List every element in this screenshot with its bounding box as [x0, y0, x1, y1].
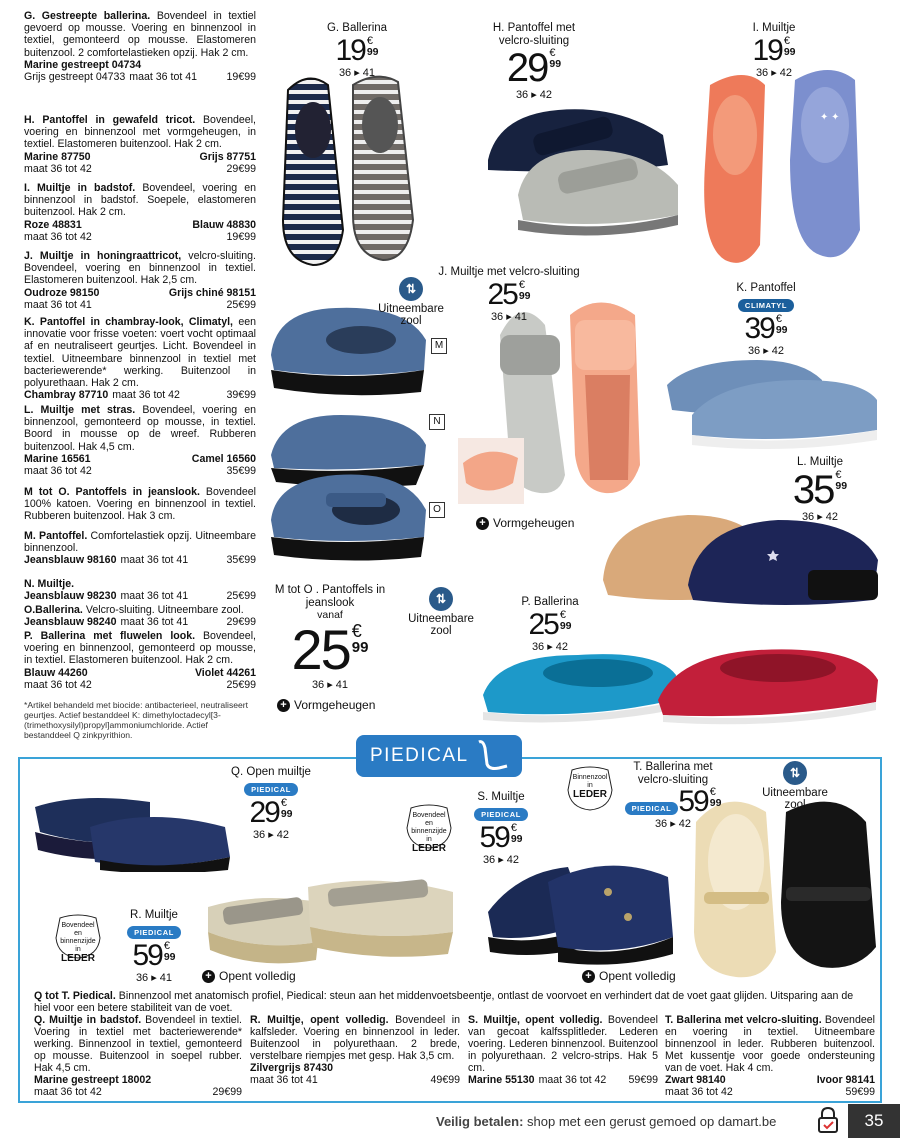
- description-title: R. Muiltje, opent volledig.: [250, 1014, 389, 1026]
- row-right: Violet 44261: [194, 666, 256, 679]
- product-badge: PIEDICAL: [474, 808, 528, 821]
- product-label: I. Muiltje: [752, 22, 796, 34]
- row-right: Blauw 48830: [192, 218, 256, 231]
- description-title: P. Ballerina met fluwelen look.: [24, 630, 196, 642]
- description-text: velcro-sluiting. Bovendeel, voering en binnenzool in textiel. Elastomeren buitenzool. Hak 2,5 cm.: [24, 250, 256, 287]
- piedical-logo-text: PIEDICAL: [370, 745, 469, 766]
- product-size-range: 36 ▸ 42: [654, 818, 692, 830]
- description-row: [24, 667, 256, 679]
- product-label: M tot O . Pantoffels in jeanslook: [274, 584, 386, 609]
- price-euros: 29: [506, 46, 548, 90]
- description-title: H. Pantoffel in gewafeld tricot.: [24, 114, 196, 126]
- row-right: 39€99: [226, 389, 256, 402]
- price-euros: 59: [479, 820, 509, 854]
- product-label: P. Ballerina: [521, 596, 579, 608]
- description-text: Bovendeel 100% katoen. Voering en binnenzool in textiel. Rubberen buitenzool. Hak 3 cm.: [24, 486, 256, 523]
- product-price: [792, 467, 848, 512]
- row-left: Grijs gestreept 04733: [24, 71, 126, 84]
- price-euros: 29: [249, 795, 279, 829]
- product-j-detail-image: [458, 438, 524, 504]
- swap-arrows-icon: ⇅: [399, 277, 423, 301]
- price-cents: 99: [510, 832, 523, 845]
- product-i-price-block: [724, 22, 824, 79]
- memory-foam-label: Vormgeheugen: [294, 698, 376, 712]
- product-k-image[interactable]: [662, 340, 882, 450]
- description-row: [24, 679, 256, 691]
- product-size-range: 36 ▸ 41: [338, 66, 376, 79]
- description-text: Bovendeel in textiel. Voering in textiel met bacteriewerende* werking. Binnenzool in textiel, gemonteerd op mousse. Buitenzool in soepel rubber. Hak 4,5 cm.: [34, 1014, 242, 1074]
- description-m: [24, 530, 256, 567]
- row-size: maat 36 tot 42: [538, 1074, 607, 1086]
- description-row: [24, 616, 256, 628]
- description-row: [24, 389, 256, 401]
- product-price: [528, 607, 572, 641]
- description-text: Bovendeel, voering en binnenzool met vormgeheugen, in textiel. Elastomeren buitenzool. Hak 2 cm.: [24, 114, 256, 151]
- euro-sign: €: [163, 939, 170, 952]
- description-row: [24, 453, 256, 465]
- description-row: [24, 151, 256, 163]
- row-left: maat 36 tot 42: [24, 465, 92, 478]
- product-size-range: 36 ▸ 42: [801, 510, 839, 523]
- row-left: maat 36 tot 41: [24, 298, 92, 311]
- row-right: 59€99: [845, 1086, 875, 1098]
- description-title: I. Muiltje in badstof.: [24, 182, 136, 194]
- memory-foam-label: Vormgeheugen: [493, 516, 575, 530]
- row-left: maat 36 tot 42: [24, 230, 92, 243]
- description-text: Bovendeel en voering in textiel. Uitneembare binnenzool in leder. Rubberen buitenzool. Met kussentje voor goede ondersteuning van de voet. Hak 4 cm.: [665, 1014, 875, 1074]
- price-euros: 25: [487, 277, 517, 311]
- leather-mark-t: Binnenzool in LEDER: [566, 766, 614, 812]
- opens-fully-label: Opent volledig: [219, 969, 296, 983]
- description-text: Bovendeel, voering en binnenzool, gemonteerd op mousse, in textiel. Elastomeren buitenzool. Hak 2 cm.: [24, 630, 256, 667]
- row-left: Marine 87750: [24, 150, 91, 163]
- footer-text: shop met een gerust gemoed op damart.be: [527, 1114, 777, 1129]
- letter-n-box: N: [429, 414, 445, 430]
- euro-sign: €: [510, 821, 517, 834]
- description-j: [24, 250, 256, 311]
- price-cents: 99: [559, 619, 572, 632]
- footer: [436, 1114, 776, 1129]
- description-text: Comfortelastiek opzij. Uitneembare binnenzool.: [24, 530, 256, 555]
- euro-sign: €: [351, 621, 362, 641]
- euro-sign: €: [709, 786, 716, 798]
- row-right: 25€99: [226, 678, 256, 691]
- description-row: [24, 219, 256, 231]
- product-h-image[interactable]: [478, 95, 678, 245]
- letter-o-box: O: [429, 502, 445, 518]
- description-i: [24, 182, 256, 243]
- description-g: [24, 10, 256, 83]
- description-row: [24, 163, 256, 175]
- price-euros: 35: [792, 467, 834, 512]
- product-label: K. Pantoffel: [736, 282, 796, 294]
- description-row: [24, 465, 256, 477]
- memory-foam-feature-1: [476, 516, 574, 530]
- product-price: [291, 618, 369, 681]
- euro-sign: €: [280, 796, 287, 809]
- opens-fully-label: Opent volledig: [599, 969, 676, 983]
- description-row: [665, 1086, 875, 1098]
- description-text: Bovendeel, voering en binnenzool, gemonteerd op mousse, in textiel. Boord in mousse op de wreef. Rubberen buitenzool. Hak 4,5 cm.: [24, 404, 256, 453]
- description-mo: [24, 486, 256, 523]
- piedical-intro: [34, 990, 864, 1014]
- leather-mark-s: Bovendeel en binnenzijde in LEDER: [405, 804, 453, 850]
- description-title: S. Muiltje, opent volledig.: [468, 1014, 603, 1026]
- description-row: [665, 1074, 875, 1086]
- euro-sign: €: [366, 34, 373, 47]
- row-left: Zilvergrijs 87430: [250, 1062, 334, 1074]
- description-row: [24, 71, 256, 83]
- description-o: [24, 604, 256, 628]
- product-price: [752, 33, 796, 67]
- footnote: *Artikel behandeld met biocide: antibacterieel, neutraliseert geurtjes. Actief bestanddeel K: dimethyloctadecyl[3-(trimethoxysilyl)propyl]ammoniumchloride. Actief bestanddeel Q zinkpyrithion.: [24, 700, 249, 740]
- description-text: een innovatie voor frisse voeten: voert vocht optimaal af en neutraliseert geurtjes. Licht. Bovendeel in textiel. Uitneembare binnenzool in textiel met bacteriewerende* werking. Buitenzool in polyurethaan. Hak 2 cm.: [24, 316, 256, 390]
- product-label: G. Ballerina: [326, 22, 388, 34]
- row-left: Jeansblauw 98240: [24, 616, 117, 629]
- row-right: 19€99: [226, 71, 256, 84]
- piedical-description-r: [250, 1014, 460, 1086]
- price-euros: 39: [744, 311, 774, 345]
- product-sublabel: vanaf: [317, 609, 343, 621]
- description-title: T. Ballerina met velcro-sluiting.: [665, 1014, 822, 1026]
- description-title: N. Muiltje.: [24, 578, 75, 590]
- description-row: [24, 59, 256, 71]
- description-n: [24, 578, 256, 602]
- euro-sign: €: [559, 608, 566, 621]
- row-left: Blauw 44260: [24, 666, 88, 679]
- piedical-description-s: [468, 1014, 658, 1086]
- product-p-image[interactable]: [478, 640, 888, 725]
- row-right: 29€99: [226, 162, 256, 175]
- leather-mark-r: Bovendeel en binnenzijde in LEDER: [54, 914, 102, 960]
- row-right: Ivoor 98141: [816, 1074, 875, 1086]
- product-size-range: 36 ▸ 42: [755, 66, 793, 79]
- letter-m-box: M: [431, 338, 447, 354]
- product-o-image[interactable]: [266, 465, 430, 565]
- product-label: J. Muiltje met velcro-sluiting: [438, 266, 580, 278]
- piedical-intro-title: Q tot T. Piedical.: [34, 990, 116, 1002]
- row-right: 59€99: [628, 1074, 658, 1086]
- description-title: G. Gestreepte ballerina.: [24, 10, 151, 22]
- product-l-image[interactable]: [598, 510, 888, 610]
- row-size: maat 36 tot 41: [129, 71, 198, 84]
- description-row: [34, 1086, 242, 1098]
- row-right: 29€99: [212, 1086, 242, 1098]
- description-title: K. Pantoffel in chambray-look, Climatyl,: [24, 316, 233, 328]
- description-row: [250, 1062, 460, 1074]
- row-left: Oudroze 98150: [24, 286, 100, 299]
- product-label: S. Muiltje: [477, 791, 525, 803]
- product-badge: PIEDICAL: [244, 783, 298, 796]
- product-size-range: 36 ▸ 41: [135, 971, 173, 984]
- row-left: Marine 55130: [468, 1074, 535, 1086]
- euro-sign: €: [783, 34, 790, 47]
- row-size: maat 36 tot 42: [112, 389, 180, 402]
- description-row: [24, 554, 256, 566]
- euro-sign: €: [835, 468, 842, 481]
- description-text: Velcro-sluiting. Uitneembare zool.: [85, 604, 244, 616]
- product-label: Q. Open muiltje: [231, 766, 311, 778]
- product-label: R. Muiltje: [130, 909, 178, 921]
- row-size: maat 36 tot 41: [120, 554, 189, 567]
- piedical-intro-text: Binnenzool met anatomisch profiel, Piedical: steun aan het middenvoetsbeentje, ontlast de voorvoet en verhindert dat de voet gaat glijden. Uitsparing aan de hiel voor een betere stabiliteit van de voet.: [34, 990, 854, 1014]
- description-title: J. Muiltje in honingraattricot,: [24, 250, 182, 262]
- product-size-range: 36 ▸ 41: [490, 310, 528, 323]
- row-right: Grijs chiné 98151: [168, 286, 256, 299]
- row-left: maat 36 tot 42: [24, 678, 92, 691]
- removable-sole-label: Uitneembare zool: [408, 613, 474, 637]
- row-left: Jeansblauw 98160: [24, 554, 117, 567]
- product-mo-price-block: [270, 584, 390, 691]
- euro-sign: €: [775, 312, 782, 325]
- footer-secure-payment: Veilig betalen:: [436, 1114, 524, 1129]
- euro-sign: €: [518, 278, 525, 291]
- row-left: maat 36 tot 42: [34, 1086, 102, 1098]
- price-cents: 99: [783, 45, 796, 58]
- memory-foam-feature-2: [277, 698, 375, 712]
- swap-arrows-icon: ⇅: [429, 587, 453, 611]
- description-text: Bovendeel van gecoat kalfssplitleder. Lederen voering. Lederen binnenzool. Buitenzool in polyurethaan. 2 velcro-strips. Hak 5 cm.: [468, 1014, 658, 1074]
- price-euros: 25: [291, 618, 350, 681]
- plus-icon: +: [277, 699, 290, 712]
- price-cents: 99: [549, 58, 562, 70]
- product-size-range: 36 ▸ 42: [531, 640, 569, 653]
- row-left: Marine gestreept 04734: [24, 58, 142, 71]
- price-cents: 99: [775, 323, 788, 336]
- product-label: L. Muiltje: [796, 456, 844, 468]
- product-g-image[interactable]: [268, 70, 428, 270]
- row-left: Zwart 98140: [665, 1074, 726, 1086]
- product-size-range: 36 ▸ 42: [252, 828, 290, 841]
- row-right: 35€99: [226, 465, 256, 478]
- row-right: 25€99: [226, 298, 256, 311]
- description-title: M. Pantoffel.: [24, 530, 88, 542]
- row-left: Chambray 87710: [24, 389, 109, 402]
- piedical-description-t: [665, 1014, 875, 1098]
- row-left: Marine 16561: [24, 452, 91, 465]
- lock-icon: [817, 1106, 839, 1134]
- price-euros: 19: [752, 33, 782, 67]
- price-euros: 25: [528, 607, 558, 641]
- product-badge: PIEDICAL: [625, 802, 679, 815]
- piedical-description-q: [34, 1014, 242, 1098]
- description-l: [24, 404, 256, 477]
- product-size-range: 36 ▸ 42: [515, 89, 553, 101]
- plus-icon: +: [476, 517, 489, 530]
- product-badge: CLIMATYL: [738, 299, 794, 312]
- swap-arrows-icon: ⇅: [783, 761, 807, 785]
- row-right: Camel 16560: [191, 452, 256, 465]
- product-l-price-block: [780, 456, 860, 523]
- euro-sign: €: [549, 47, 556, 59]
- row-size: maat 36 tot 41: [120, 616, 189, 629]
- description-row: [250, 1074, 460, 1086]
- row-size: maat 36 tot 41: [120, 590, 189, 603]
- description-title: O.Ballerina.: [24, 604, 83, 616]
- foot-icon: [473, 738, 513, 774]
- row-right: 29€99: [226, 616, 256, 629]
- piedical-logo: [356, 735, 522, 777]
- product-size-range: 36 ▸ 41: [311, 679, 349, 691]
- row-left: maat 36 tot 42: [24, 162, 92, 175]
- description-k: [24, 316, 256, 401]
- price-cents: 99: [163, 950, 176, 963]
- product-p-price-block: [508, 596, 592, 653]
- removable-sole-callout-1: [368, 277, 454, 327]
- row-left: Marine gestreept 18002: [34, 1074, 152, 1086]
- price-euros: 59: [132, 938, 162, 972]
- row-right: 19€99: [226, 230, 256, 243]
- row-left: Roze 48831: [24, 218, 82, 231]
- product-price: [507, 48, 561, 88]
- product-label: H. Pantoffel met velcro-sluiting: [492, 22, 576, 47]
- description-row: [24, 287, 256, 299]
- row-left: Jeansblauw 98230: [24, 590, 117, 603]
- product-price: [487, 277, 531, 311]
- removable-sole-callout-2: [398, 587, 484, 637]
- row-right: 35€99: [226, 554, 256, 567]
- row-left: maat 36 tot 42: [665, 1086, 733, 1098]
- product-label: T. Ballerina met velcro-sluiting: [633, 761, 713, 786]
- row-right: 49€99: [430, 1074, 460, 1086]
- description-row: [24, 231, 256, 243]
- description-title: M tot O. Pantoffels in jeanslook.: [24, 486, 200, 498]
- description-row: [468, 1074, 658, 1086]
- price-cents: 99: [366, 45, 379, 58]
- description-p: [24, 630, 256, 691]
- plus-icon: +: [202, 970, 215, 983]
- description-h: [24, 114, 256, 175]
- price-cents: 99: [351, 639, 369, 656]
- row-right: Grijs 87751: [199, 150, 256, 163]
- description-title: L. Muiltje met stras.: [24, 404, 136, 416]
- row-right: 25€99: [226, 590, 256, 603]
- product-size-range: 36 ▸ 42: [747, 344, 785, 357]
- product-g-price-block: [302, 22, 412, 79]
- price-cents: 99: [518, 289, 531, 302]
- product-badge: PIEDICAL: [127, 926, 181, 939]
- svg-text:✦ ✦: ✦ ✦: [820, 112, 840, 123]
- price-cents: 99: [835, 479, 848, 492]
- row-left: maat 36 tot 41: [250, 1074, 318, 1086]
- page-number: 35: [848, 1104, 900, 1138]
- description-row: [24, 299, 256, 311]
- price-cents: 99: [709, 797, 722, 809]
- description-title: Q. Muiltje in badstof.: [34, 1014, 142, 1026]
- product-k-price-block: [720, 282, 812, 357]
- description-row: [24, 590, 256, 602]
- price-euros: 59: [678, 785, 708, 818]
- removable-sole-label: Uitneembare zool: [378, 303, 444, 327]
- product-h-price-block: [476, 22, 592, 101]
- product-price: [335, 33, 379, 67]
- plus-icon: +: [582, 970, 595, 983]
- description-row: [34, 1074, 242, 1086]
- description-text: Bovendeel in kalfsleder. Voering en binnenzool in leder. Buitenzool in polyurethaan. 2 brede, verstelbare riempjes met gesp. Hak 3,5 cm.: [250, 1014, 460, 1062]
- description-text: Bovendeel in textiel gevoerd op mousse. Voering en binnenzool in textiel, gemonteerd op mousse. Elastomeren buitenzool. 2 comfortelastieken opzij. Hak 2 cm.: [24, 10, 256, 59]
- description-text: Bovendeel, voering en binnenzool in badstof. Soepele, elastomeren buitenzool. Hak 2 cm.: [24, 182, 256, 219]
- product-i-image[interactable]: [690, 65, 880, 275]
- removable-sole-label: Uitneembare zool: [762, 787, 828, 811]
- price-euros: 19: [335, 33, 365, 67]
- price-cents: 99: [280, 807, 293, 820]
- product-price: [744, 311, 788, 345]
- product-size-range: 36 ▸ 42: [482, 853, 520, 866]
